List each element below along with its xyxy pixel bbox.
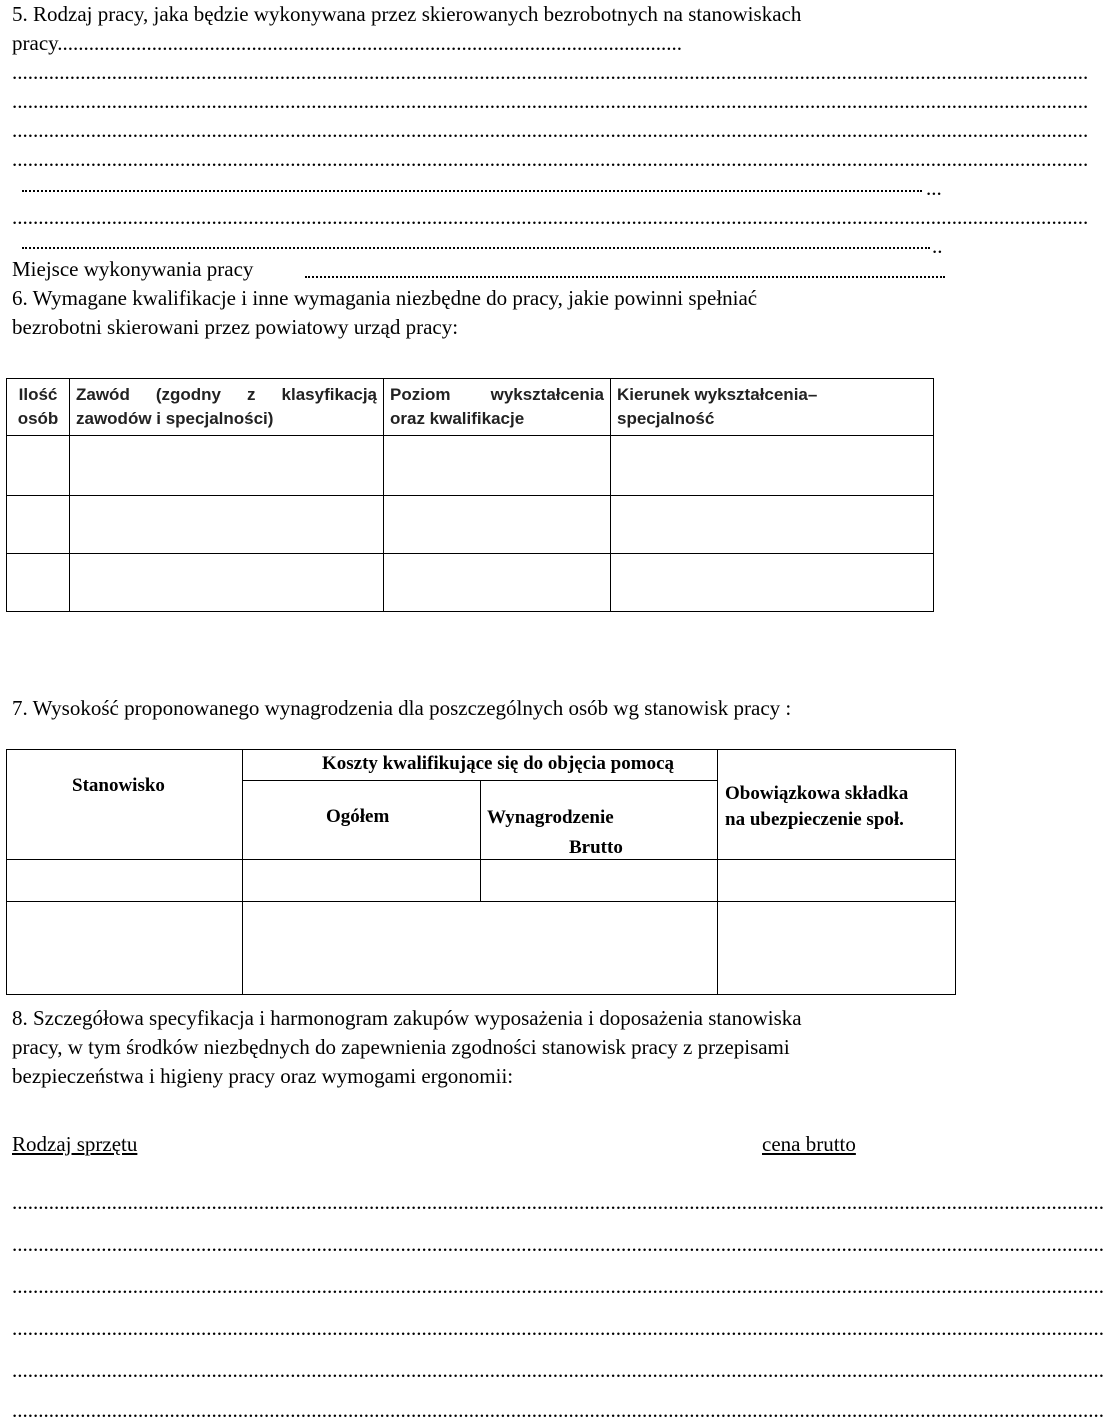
table-cell[interactable] — [7, 554, 70, 612]
table-row — [7, 496, 934, 554]
header-insurance-line2: na ubezpieczenie społ. — [725, 809, 904, 830]
header-profession-line2: zawodów i specjalności) — [76, 409, 274, 428]
table-cell[interactable] — [7, 496, 70, 554]
header-insurance-line1: Obowiązkowa składka — [725, 783, 909, 804]
table-cell[interactable] — [384, 496, 611, 554]
table-cell[interactable] — [70, 436, 384, 496]
section-6-line2: bezrobotni skierowani przez powiatowy urząd pracy: — [12, 315, 459, 339]
header-education-level-line1: Poziom wykształcenia — [390, 385, 604, 404]
section-5-line2: pracy....................................................................................................................... — [12, 31, 683, 55]
table-cell[interactable] — [611, 436, 934, 496]
table-cell[interactable] — [384, 554, 611, 612]
header-education-direction — [611, 379, 934, 436]
header-education-level — [384, 379, 611, 436]
table-header-row — [7, 379, 934, 436]
dotted-line: ................................................................................................................................................................................................................ — [12, 1398, 1104, 1422]
header-education-level-line2: oraz kwalifikacje — [390, 409, 525, 428]
dotted-line: ................................................................................................................................................................................................................ — [12, 1274, 1104, 1298]
header-count-line1: Ilość — [18, 385, 58, 404]
header-eligible-costs: Koszty kwalifikujące się do objęcia pomocą — [322, 753, 675, 774]
table-row — [7, 554, 934, 612]
table-cell[interactable] — [7, 436, 70, 496]
header-count-line2: osób — [17, 409, 59, 428]
dotted-line: ............................................................................................................................................................................................................. — [12, 60, 1089, 84]
equipment-type-label: Rodzaj sprzętu — [12, 1132, 138, 1156]
dotted-rule — [22, 190, 922, 192]
header-profession — [70, 379, 384, 436]
header-gross-salary-line2: Brutto — [569, 837, 623, 858]
header-position: Stanowisko — [72, 775, 165, 796]
qualifications-table — [6, 378, 934, 612]
table-cell[interactable] — [70, 554, 384, 612]
section-6-line1: 6. Wymagane kwalifikacje i inne wymagania niezbędne do pracy, jakie powinni spełniać — [12, 286, 758, 310]
work-place-label: Miejsce wykonywania pracy — [12, 257, 254, 281]
dotted-rule — [22, 247, 930, 249]
table-cell[interactable] — [611, 554, 934, 612]
salary-table — [6, 749, 956, 995]
dotted-line: ................................................................................................................................................................................................................ — [12, 1190, 1104, 1214]
dotted-line-tail: .. — [932, 234, 943, 258]
gross-price-label: cena brutto — [762, 1132, 856, 1156]
dotted-line: ................................................................................................................................................................................................................ — [12, 1316, 1104, 1340]
table-cell[interactable] — [611, 496, 934, 554]
header-education-direction-line2: specjalność — [617, 409, 715, 428]
header-total: Ogółem — [326, 806, 390, 827]
header-gross-salary-line1: Wynagrodzenie — [487, 807, 614, 828]
dotted-line-tail: ... — [926, 176, 942, 200]
dotted-line: ............................................................................................................................................................................................................. — [12, 118, 1089, 142]
section-8-line1: 8. Szczegółowa specyfikacja i harmonogram zakupów wyposażenia i doposażenia stanowiska — [12, 1006, 802, 1030]
table-row — [7, 436, 934, 496]
section-7-line1: 7. Wysokość proponowanego wynagrodzenia dla poszczególnych osób wg stanowisk pracy : — [12, 696, 792, 720]
dotted-line: ............................................................................................................................................................................................................. — [12, 147, 1089, 171]
header-education-direction-line1: Kierunek wykształcenia– — [617, 385, 818, 404]
dotted-line: ............................................................................................................................................................................................................. — [12, 205, 1089, 229]
dotted-line: ................................................................................................................................................................................................................ — [12, 1232, 1104, 1256]
table-cell[interactable] — [70, 496, 384, 554]
dotted-line: ............................................................................................................................................................................................................. — [12, 89, 1089, 113]
table-cell[interactable] — [384, 436, 611, 496]
section-8-line2: pracy, w tym środków niezbędnych do zapewnienia zgodności stanowisk pracy z przepisami — [12, 1035, 790, 1059]
header-count — [7, 379, 70, 436]
section-8-line3: bezpieczeństwa i higieny pracy oraz wymogami ergonomii: — [12, 1064, 514, 1088]
dotted-line: ................................................................................................................................................................................................................ — [12, 1358, 1104, 1382]
header-profession-line1: Zawód (zgodny z klasyfikacją — [76, 385, 377, 404]
work-place-dotted-rule — [305, 276, 945, 278]
section-5-line1: 5. Rodzaj pracy, jaka będzie wykonywana przez skierowanych bezrobotnych na stanowiskach — [12, 2, 802, 26]
